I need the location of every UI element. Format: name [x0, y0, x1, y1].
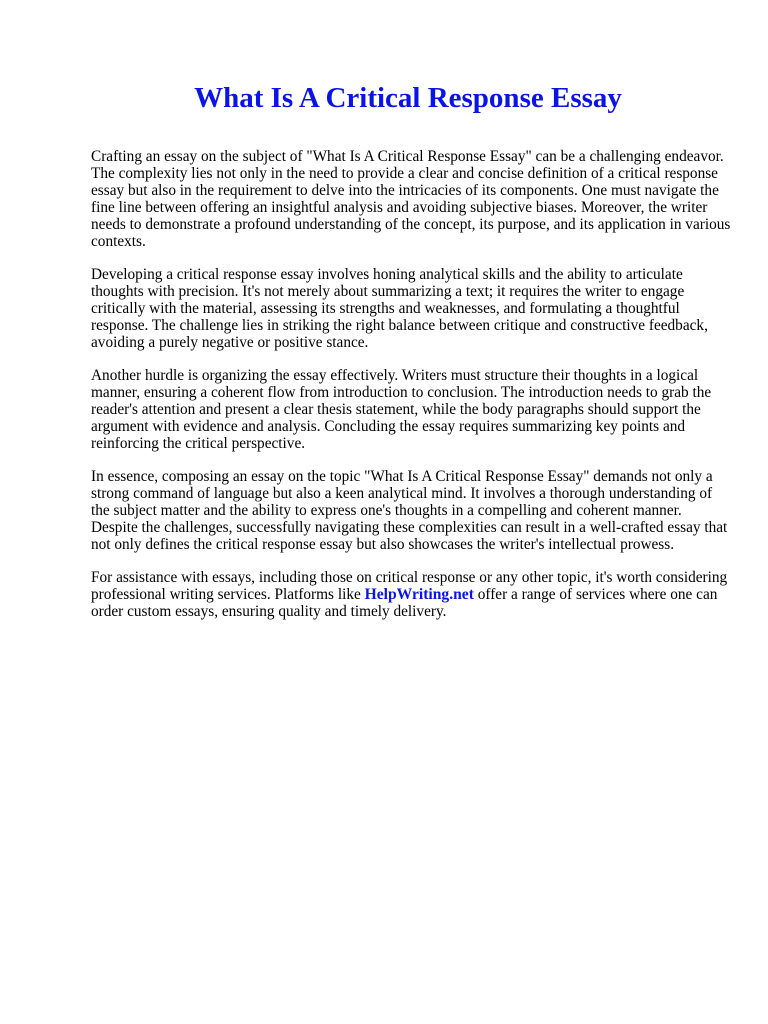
paragraph-2: Developing a critical response essay involves honing analytical skills and the ability to articulate thoughts with precision. It's not merely about summarizing a text; it requires the writer to engage critically with the material, assessing its strengths and weaknesses, and formulating a thoughtful response. The challenge lies in striking the right balance between critique and constructive feedback, avoiding a purely negative or positive stance. [91, 266, 708, 351]
document-title: What Is A Critical Response Essay [194, 82, 622, 114]
paragraph-1: Crafting an essay on the subject of "What Is A Critical Response Essay" can be a challenging endeavor. The complexity lies not only in the need to provide a clear and concise definition of a critical response essay but also in the requirement to delve into the intricacies of its components. One must navigate the fine line between offering an insightful analysis and avoiding subjective biases. Moreover, the writer needs to demonstrate a profound understanding of the concept, its purpose, and its application in various contexts. [91, 148, 731, 250]
paragraph-3: Another hurdle is organizing the essay effectively. Writers must structure their thoughts in a logical manner, ensuring a coherent flow from introduction to conclusion. The introduction needs to grab the reader's attention and present a clear thesis statement, while the body paragraphs should support the argument with evidence and analysis. Concluding the essay requires summarizing key points and reinforcing the critical perspective. [91, 367, 712, 452]
paragraph-4: In essence, composing an essay on the topic "What Is A Critical Response Essay" demands not only a strong command of language but also a keen analytical mind. It involves a thorough understanding of the subject matter and the ability to express one's thoughts in a compelling and coherent manner. Despite the challenges, successfully navigating these complexities can result in a well-crafted essay that not only defines the critical response essay but also showcases the writer's intellectual prowess. [91, 468, 728, 553]
paragraph-5 [91, 569, 731, 620]
document-body [91, 148, 731, 636]
paragraph-5-after-link: offer a range of services where one can order custom essays, ensuring quality and timely delivery. [91, 586, 718, 620]
helpwriting-link[interactable]: HelpWriting.net [364, 586, 474, 603]
paragraph-5-before-link: For assistance with essays, including those on critical response or any other topic, it's worth considering professional writing services. Platforms like [91, 569, 728, 603]
